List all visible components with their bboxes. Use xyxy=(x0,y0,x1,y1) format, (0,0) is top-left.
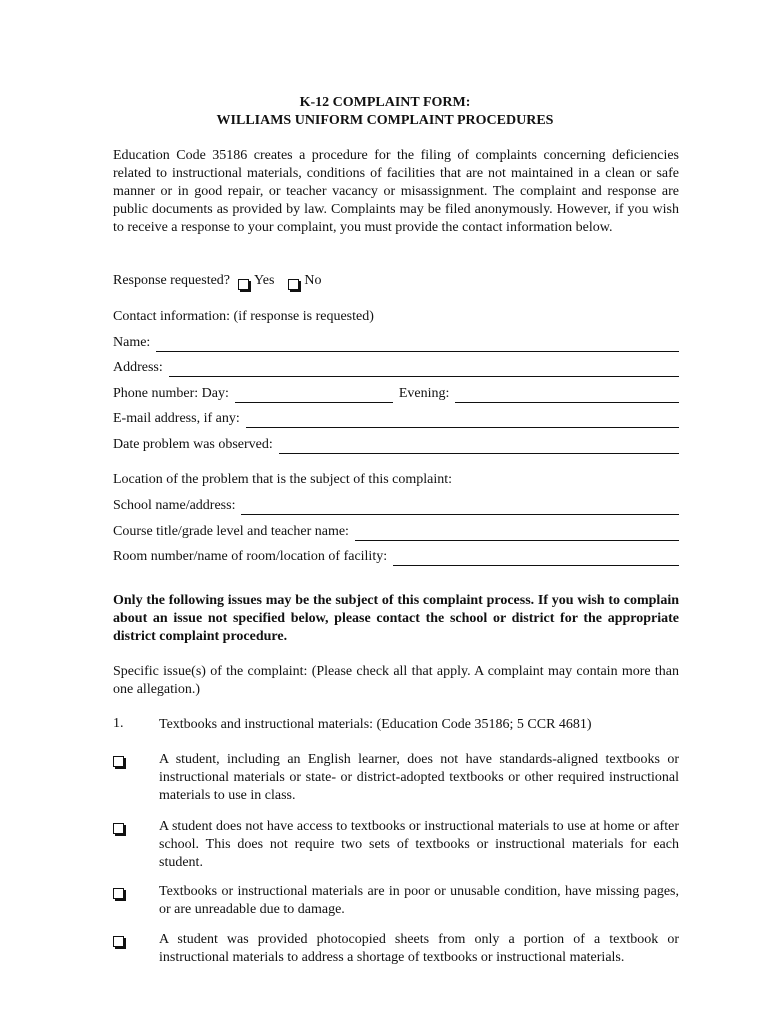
address-row xyxy=(113,357,679,377)
form-title: K-12 COMPLAINT FORM: xyxy=(299,95,471,110)
name-row xyxy=(113,332,679,352)
issue-3-text: Textbooks or instructional materials are in poor or unusable condition, have missing pages, or are unreadable due to damage. xyxy=(159,884,679,917)
notice-paragraph: Only the following issues may be the subject of this complaint process. If you wish to complain about an issue not specified below, please contact the school or district for the appropriate district complaint procedure. xyxy=(113,593,679,644)
phone-evening-field[interactable] xyxy=(455,388,679,403)
room-field[interactable] xyxy=(393,551,679,566)
address-label: Address: xyxy=(113,360,163,375)
phone-row xyxy=(113,383,679,403)
email-row xyxy=(113,408,679,428)
form-subtitle: WILLIAMS UNIFORM COMPLAINT PROCEDURES xyxy=(216,113,554,128)
response-yes-checkbox[interactable] xyxy=(238,279,249,290)
course-row xyxy=(113,521,679,541)
issue-4-checkbox[interactable] xyxy=(113,935,124,951)
phone-day-field[interactable] xyxy=(235,388,393,403)
response-requested-row xyxy=(113,270,679,290)
email-field[interactable] xyxy=(246,413,679,428)
name-label: Name: xyxy=(113,335,151,350)
issue-1-text: A student, including an English learner, does not have standards-aligned textbooks or instructional materials or state- or district-adopted textbooks or other required instructional materials to use in class. xyxy=(159,752,679,803)
address-field[interactable] xyxy=(169,362,679,377)
date-row xyxy=(113,434,679,454)
school-row xyxy=(113,495,679,515)
specific-issues-paragraph: Specific issue(s) of the complaint: (Please check all that apply. A complaint may contain more than one allegation.) xyxy=(113,664,679,697)
date-field[interactable] xyxy=(279,439,679,454)
issue-2-text: A student does not have access to textbooks or instructional materials to use at home or after school. This does not require two sets of textbooks or instructional materials for each student. xyxy=(159,819,679,870)
phone-day-label: Phone number: Day: xyxy=(113,386,229,401)
contact-heading xyxy=(113,306,679,326)
room-label: Room number/name of room/location of facility: xyxy=(113,549,388,564)
room-row xyxy=(113,546,679,566)
issue-4-text: A student was provided photocopied sheets from only a portion of a textbook or instructional materials to address a shortage of textbooks or instructional materials. xyxy=(159,932,679,965)
location-heading-text: Location of the problem that is the subject of this complaint: xyxy=(113,472,453,487)
issue-2-checkbox[interactable] xyxy=(113,822,124,838)
response-requested-label: Response requested? xyxy=(113,273,231,288)
issue-1-checkbox[interactable] xyxy=(113,755,124,771)
section-title: Textbooks and instructional materials: (Education Code 35186; 5 CCR 4681) xyxy=(159,717,592,732)
section-number: 1. xyxy=(113,716,124,731)
name-field[interactable] xyxy=(156,337,679,352)
school-field[interactable] xyxy=(241,500,679,515)
response-no-checkbox[interactable] xyxy=(288,279,299,290)
response-yes-label: Yes xyxy=(254,273,275,288)
school-label: School name/address: xyxy=(113,498,236,513)
phone-evening-label: Evening: xyxy=(398,386,450,401)
course-label: Course title/grade level and teacher name: xyxy=(113,524,349,539)
email-label: E-mail address, if any: xyxy=(113,411,240,426)
date-label: Date problem was observed: xyxy=(113,437,273,452)
intro-paragraph: Education Code 35186 creates a procedure for the filing of complaints concerning deficiencies related to instructional materials, conditions of facilities that are not maintained in a clean or safe manner or in good repair, or teacher vacancy or misassignment. The complaint and response are public documents as provided by law. Complaints may be filed anonymously. However, if you wish to receive a response to your complaint, you must provide the contact information below. xyxy=(113,148,679,235)
contact-heading-text: Contact information: (if response is requested) xyxy=(113,309,374,324)
course-field[interactable] xyxy=(355,526,679,541)
issue-3-checkbox[interactable] xyxy=(113,887,124,903)
response-no-label: No xyxy=(304,273,322,288)
location-heading xyxy=(113,469,679,489)
